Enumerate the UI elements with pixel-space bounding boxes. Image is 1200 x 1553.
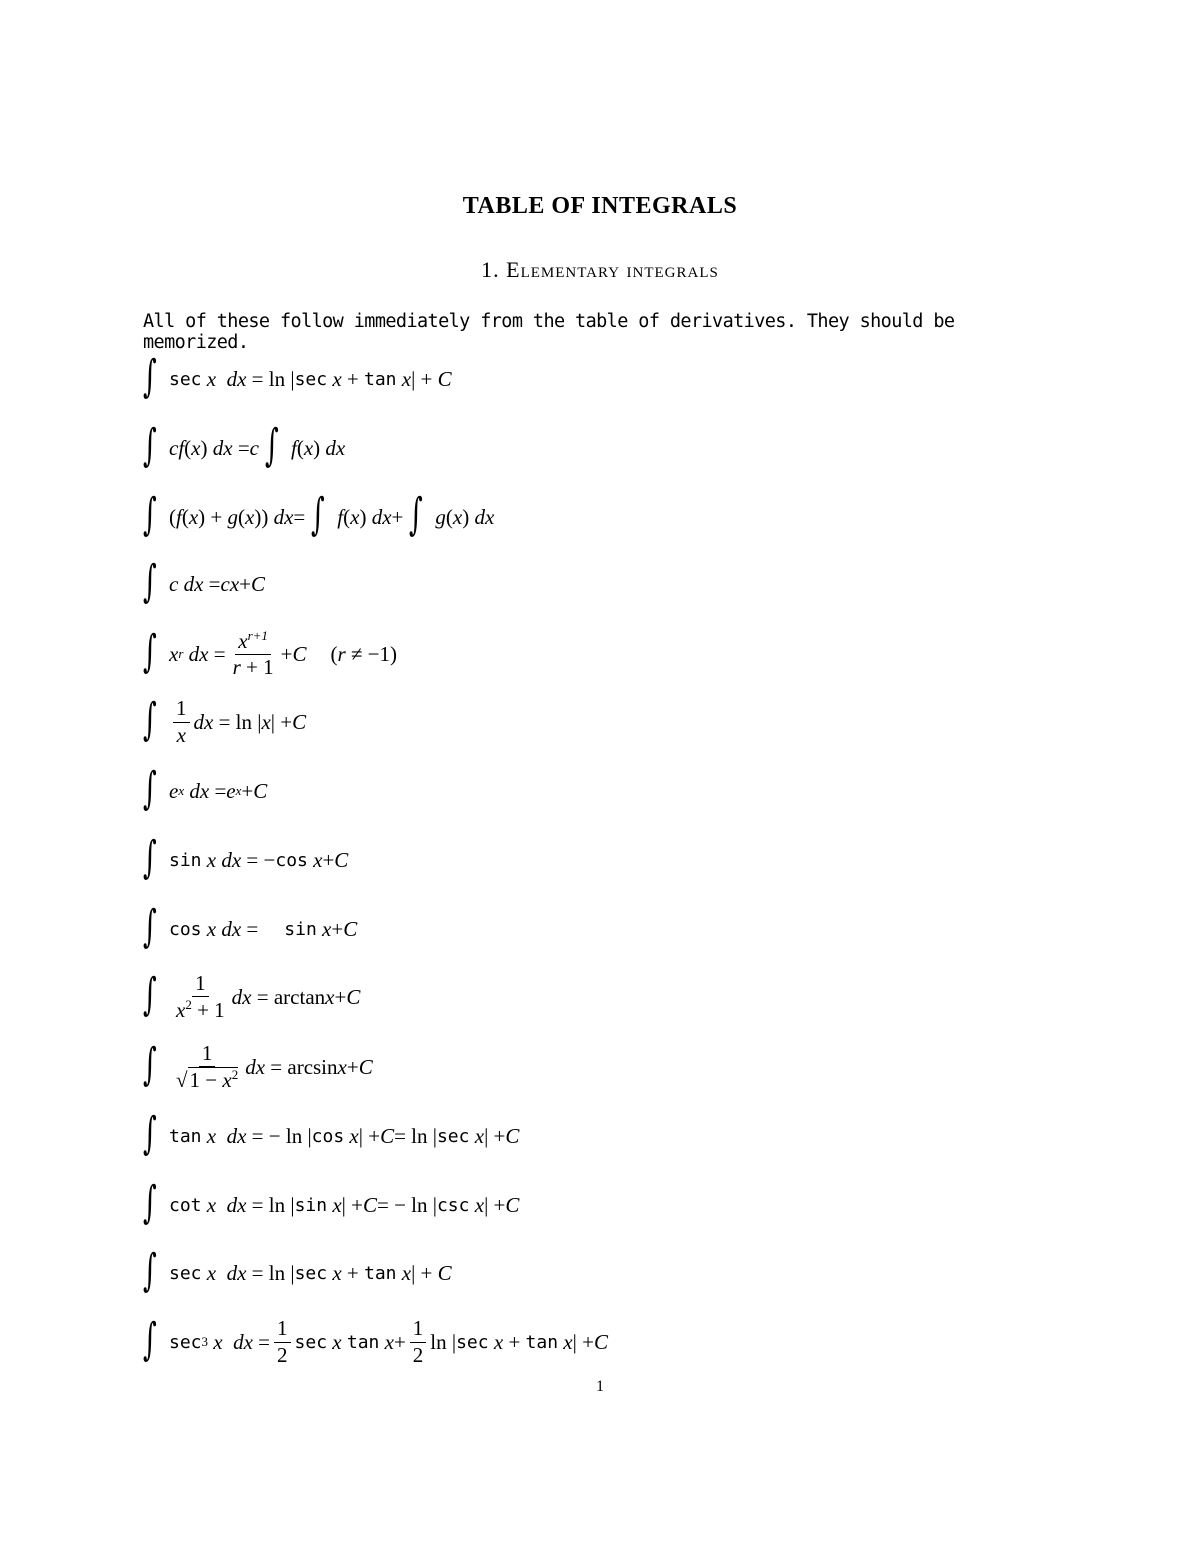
fraction: $\frac{1}{2}$: [274, 1317, 291, 1366]
equation-secant: ∫ sec x dx = ln | sec x + tan x | + C: [143, 1245, 452, 1296]
integral-sign: ∫: [409, 489, 424, 540]
equation-power-rule: ∫ x r dx = $\frac{x^{r+1}}{r + 1}$ + C ( r ≠ −1): [143, 626, 398, 679]
integral-sign: ∫: [264, 420, 279, 471]
fraction: $\frac{x^{r+1}}{r + 1}$: [232, 627, 274, 679]
equation-tangent: ∫ tan x dx = − ln | cos x | + C = ln | sec x | + C: [143, 1108, 520, 1159]
page-title: TABLE OF INTEGRALS: [462, 193, 738, 219]
integral-sign: ∫: [143, 1108, 157, 1159]
equation-arcsin: ∫ $\frac{1}{√1 - x^2}$ dx = arcsin x + C: [143, 1039, 373, 1092]
integral-sign: ∫: [143, 901, 157, 952]
integral-sign: ∫: [143, 832, 157, 883]
integral-sign: ∫: [143, 1314, 157, 1365]
equation-exponential: ∫ e x dx = e x + C: [143, 763, 268, 814]
equation-cosine: ∫ cos x dx = sin x + C: [143, 901, 358, 952]
equation-cotangent: ∫ cot x dx = ln | sin x | + C = − ln | csc x | + C: [143, 1177, 520, 1228]
equation-constant-multiple: ∫ cf ( x ) dx = c ∫ f ( x ) dx: [143, 420, 346, 471]
integral-sign: ∫: [311, 489, 326, 540]
equation-sum-rule: ∫ ( f ( x ) + g ( x )) dx = ∫ f ( x ) dx + ∫ g ( x ) dx: [143, 489, 495, 540]
equation-arctan: ∫ $\frac{1}{x^2 + 1}$ dx = arctan x + C: [143, 969, 361, 1022]
integral-sign: ∫: [143, 1177, 157, 1228]
fraction: $\frac{1}{√1 - x^2}$: [176, 1040, 239, 1092]
integral-sign: ∫: [143, 694, 157, 745]
fraction: $\frac{1}{2}$: [410, 1317, 427, 1366]
integral-sign: ∫: [143, 351, 157, 402]
integral-sign: ∫: [143, 626, 157, 677]
integral-sign: ∫: [143, 420, 157, 471]
equation-constant: ∫ c dx = cx + C: [143, 556, 266, 607]
equation-sine: ∫ sin x dx = − cos x + C: [143, 832, 349, 883]
fraction: $\frac{1}{x}$: [173, 697, 190, 746]
integral-sign: ∫: [143, 969, 157, 1020]
section-heading: 1. Elementary integrals: [481, 257, 719, 282]
fraction: $\frac{1}{x^2 + 1}$: [176, 970, 225, 1022]
integral-sign: ∫: [143, 1039, 157, 1090]
integral-sign: ∫: [143, 1245, 157, 1296]
equation-reciprocal: ∫ $\frac{1}{x}$ dx = ln | x | + C: [143, 694, 307, 747]
page-number: 1: [596, 1378, 604, 1395]
equation-secant-cubed: ∫ sec 3 x dx = $\frac{1}{2}$ sec x tan x + $\frac{1}{2}$ ln | sec x + tan x | + C: [143, 1314, 608, 1367]
integral-sign: ∫: [143, 489, 157, 540]
integral-sign: ∫: [143, 556, 157, 607]
integral-sign: ∫: [143, 763, 157, 814]
equation-sec: ∫ sec x dx = ln | sec x + tan x | + C: [143, 351, 452, 402]
intro-text: All of these follow immediately from the table of derivatives. They should be memorized.: [143, 311, 955, 353]
